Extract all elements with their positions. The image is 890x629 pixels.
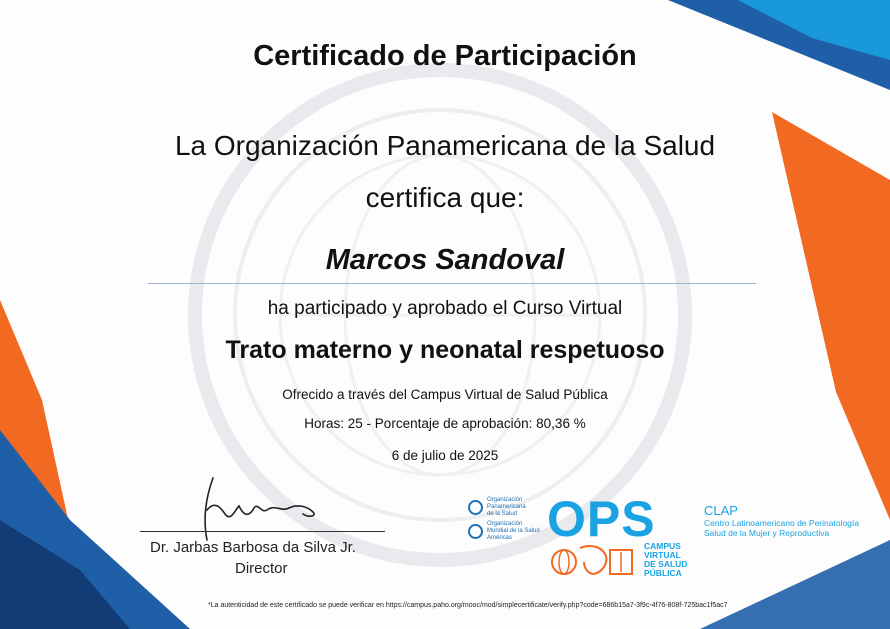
paho-emblem-icon	[468, 500, 483, 515]
offered-by: Ofrecido a través del Campus Virtual de Salud Pública	[282, 387, 608, 402]
paho-logo	[468, 497, 540, 518]
signatory-role: Director	[235, 560, 288, 577]
signature-line	[140, 531, 385, 532]
who-emblem-icon	[468, 524, 483, 539]
who-text-3: Américas	[487, 535, 513, 541]
who-logo	[468, 521, 540, 542]
clap-title: CLAP	[704, 503, 738, 518]
paho-text-3: de la Salud	[487, 511, 518, 517]
clap-desc-2: Salud de la Mujer y Reproductiva	[704, 528, 830, 538]
course-name: Trato materno y neonatal respetuoso	[225, 336, 665, 364]
who-text-2: Mundial de la Salud	[487, 528, 540, 534]
campus-line-3: DE SALUD	[644, 559, 688, 569]
issuer-line-1: La Organización Panamericana de la Salud	[174, 130, 716, 161]
hours-line: Horas: 25 - Porcentaje de aprobación: 80,36 %	[304, 416, 586, 431]
paho-who-logos	[468, 497, 540, 545]
issue-date: 6 de julio de 2025	[391, 448, 499, 463]
issuer-line-2: certifica que:	[365, 182, 525, 213]
ops-logo: OPS	[547, 491, 656, 547]
participation-text: ha participado y aprobado el Curso Virtual	[267, 298, 623, 319]
paho-text-2: Panamericana	[487, 504, 526, 510]
certificate-title: Certificado de Participación	[253, 40, 637, 72]
name-underline	[148, 283, 756, 284]
recipient-name: Marcos Sandoval	[325, 244, 565, 276]
signature-icon	[185, 470, 335, 545]
campus-line-1: CAMPUS	[644, 541, 681, 551]
who-text-1: Organización	[487, 521, 523, 527]
signatory-name: Dr. Jarbas Barbosa da Silva Jr.	[150, 539, 356, 556]
clap-description	[704, 518, 859, 538]
paho-text-1: Organización	[487, 497, 523, 503]
issuer-statement	[0, 120, 890, 224]
clap-desc-1: Centro Latinoamericano de Perinatología	[704, 518, 859, 528]
campus-virtual-text	[644, 542, 687, 578]
verification-note: *La autenticidad de este certificado se puede verificar en https://campus.paho.org/mooc/mod/simplecertificate/verify.php?code=686b15a7-3f9c-4f76-808f-725bac1f5ac7	[208, 602, 728, 609]
campus-line-4: PÚBLICA	[644, 568, 682, 578]
campus-virtual-icon	[550, 542, 640, 578]
campus-line-2: VIRTUAL	[644, 550, 681, 560]
